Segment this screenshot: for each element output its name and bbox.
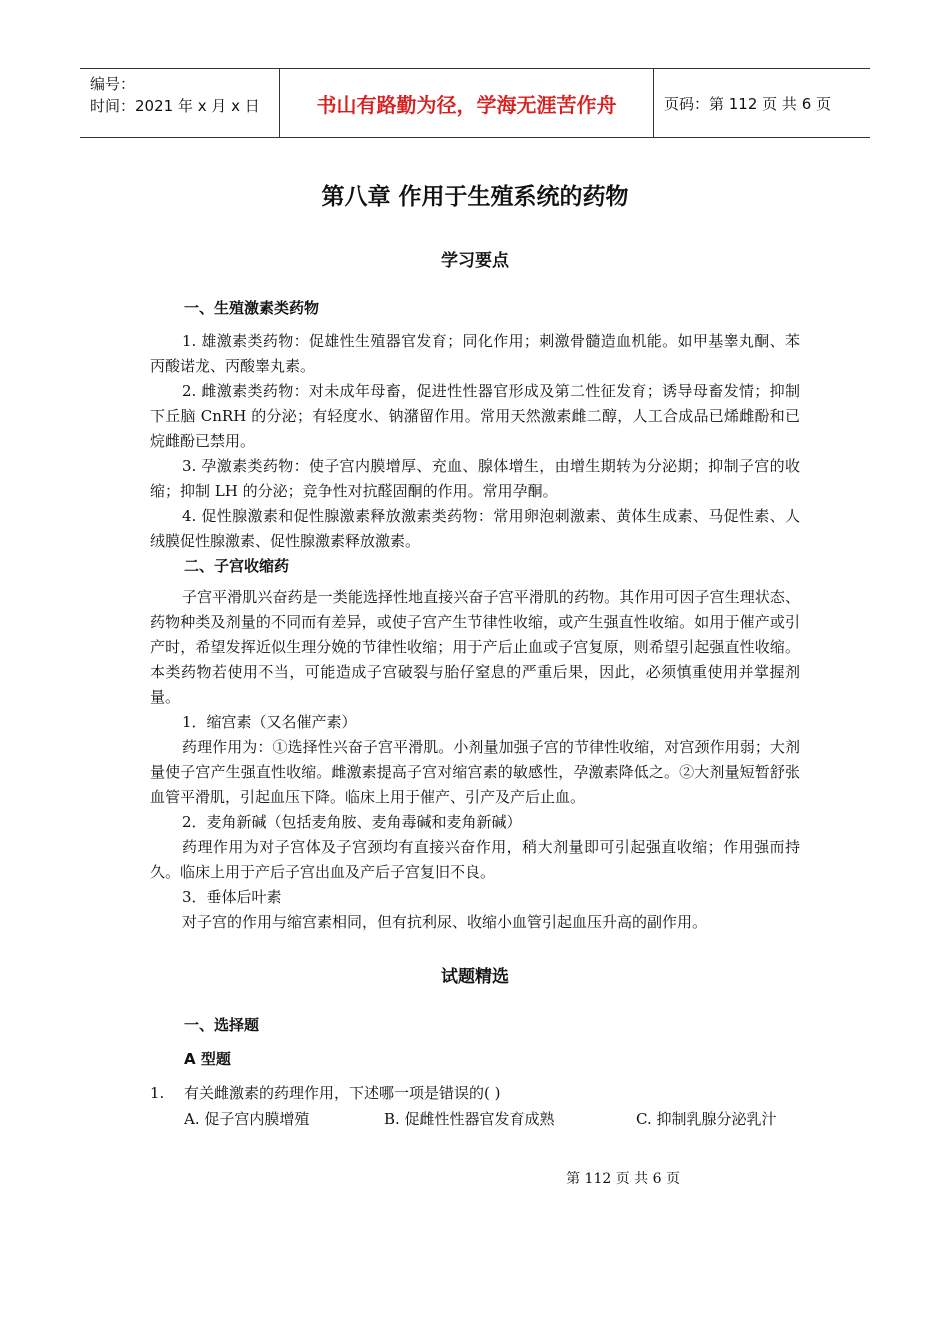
subtitle-learning-points: 学习要点 [441,251,509,271]
footer-page-number: 第 112 页 共 6 页 [566,1171,680,1187]
question-text: 有关雌激素的药理作用，下述哪一项是错误的( ) [184,1084,501,1102]
paragraph: 药理作用为：①选择性兴奋子宫平滑肌。小剂量加强子宫的节律性收缩，对宫颈作用弱；大剂量使子宫产生强直性收缩。雌激素提高子宫对缩宫素的敏感性，孕激素降低之。②大剂量短暂舒张血管平滑肌，引起血压下降。临床上用于催产、引产及产后止血。 [150,738,800,806]
header-page-info: 页码：第 112 页 共 6 页 [664,94,832,113]
page-header [80,68,870,138]
page-footer [0,1168,950,1188]
paragraph: 4. 促性腺激素和促性腺激素释放激素类药物：常用卵泡刺激素、黄体生成素、马促性素、人绒膜促性腺激素、促性腺激素释放激素。 [150,507,800,550]
doc-number-label: 编号： [90,75,136,93]
doc-time-label: 时间：2021 年 x 月 x 日 [90,97,260,115]
header-meta [80,69,280,137]
header-motto: 书山有路勤为径，学海无涯苦作舟 [280,69,654,137]
option-c: C. 抑制乳腺分泌乳汁 [636,1110,777,1128]
paragraph: 子宫平滑肌兴奋药是一类能选择性地直接兴奋子宫平滑肌的药物。其作用可因子宫生理状态、药物种类及剂量的不同而有差异，或使子宫产生节律性收缩，或产生强直性收缩。如用于催产或引产时，希望发挥近似生理分娩的节律性收缩；用于产后止血或子宫复原，则希望引起强直性收缩。本类药物若使用不当，可能造成子宫破裂与胎仔窒息的严重后果，因此，必须慎重使用并掌握剂量。 [150,588,800,706]
question-number: 1. [150,1084,165,1102]
subtitle-quiz: 试题精选 [441,967,509,987]
option-a: A. 促子宫内膜增殖 [184,1110,310,1128]
section-heading: 一、生殖激素类药物 [184,299,320,317]
quiz-section-heading: 一、选择题 [184,1016,260,1034]
option-b: B. 促雌性性器官发育成熟 [384,1110,555,1128]
chapter-title: 第八章 作用于生殖系统的药物 [321,184,629,210]
paragraph: 对子宫的作用与缩宫素相同，但有抗利尿、收缩小血管引起血压升高的副作用。 [182,913,708,931]
main-content [150,296,800,935]
paragraph: 3. 孕激素类药物：使子宫内膜增厚、充血、腺体增生，由增生期转为分泌期；抑制子宫的收缩；抑制 LH 的分泌；竞争性对抗醛固酮的作用。常用孕酮。 [150,457,800,500]
drug-title: 3．垂体后叶素 [182,888,282,906]
paragraph: 药理作用为对子宫体及子宫颈均有直接兴奋作用，稍大剂量即可引起强直收缩；作用强而持久。临床上用于产后子宫出血及产后子宫复旧不良。 [150,838,800,881]
paragraph: 2. 雌激素类药物：对未成年母畜，促进性性器官形成及第二性征发育；诱导母畜发情；抑制下丘脑 CnRH 的分泌；有轻度水、钠潴留作用。常用天然激素雌二醇，人工合成品已烯雌酚和已烷雌酚已禁用。 [150,382,800,450]
drug-title: 1．缩宫素（又名催产素） [182,713,357,731]
section-heading: 二、子宫收缩药 [184,557,290,575]
paragraph: 1. 雄激素类药物：促雄性生殖器官发育；同化作用；刺激骨髓造血机能。如甲基睾丸酮、苯丙酸诺龙、丙酸睾丸素。 [150,332,800,375]
quiz-section [150,1012,810,1132]
drug-title: 2．麦角新碱（包括麦角胺、麦角毒碱和麦角新碱） [182,813,522,831]
question-1 [150,1080,810,1106]
quiz-type-heading: A 型题 [184,1050,231,1068]
question-options [150,1106,810,1132]
